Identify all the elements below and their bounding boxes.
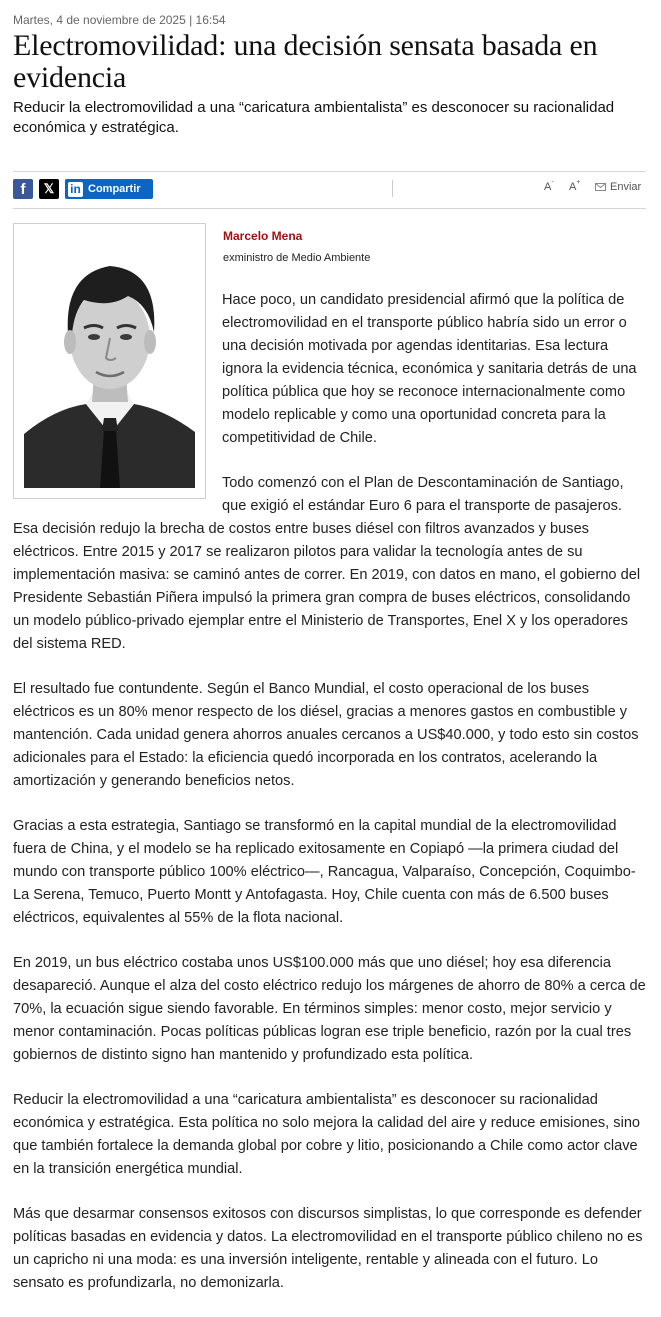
send-email-button[interactable] [595, 181, 641, 193]
author-role: exministro de Medio Ambiente [223, 252, 371, 264]
paragraph: En 2019, un bus eléctrico costaba unos US$100.000 más que uno diésel; hoy esa diferencia desapareció. Aunque el alza del costo eléctrico redujo los márgenes de ahorro de 80% a cerca de 70%, la ecuación sigue siendo favorable. En términos simples: menor costo, mejor servicio y menor contaminación. Pocas políticas públicas logran ese triple beneficio, razón por la cual tres gobiernos de distinto signo han mantenido y profundizado esta política. [13, 955, 646, 1063]
envelope-icon [595, 183, 606, 191]
paragraph: Reducir la electromovilidad a una “caricatura ambientalista” es desconocer su racionalidad económica y estratégica. Esta política no solo mejora la calidad del aire y reduce emisiones, sino que también fortalece la demanda global por cobre y litio, posicionando a Chile como actor clave en la transición energética mundial. [13, 1092, 641, 1177]
send-label: Enviar [610, 181, 642, 193]
paragraph: Todo comenzó con el Plan de Descontaminación de Santiago, que exigió el estándar Euro 6 para el transporte de pasajeros. Esa decisión redujo la brecha de costos entre buses diésel con filtros avanzados y buses eléctricos. Entre 2015 y 2017 se realizaron pilotos para validar la tecnología antes de su implementación masiva: se caminó antes de correr. En 2019, con datos en mano, el gobierno del Presidente Sebastián Piñera impulsó la primera gran compra de buses eléctricos, consolidando un modelo público-privado ejemplar entre el Ministerio de Transportes, Enel X y los operadores del sistema RED. [13, 475, 641, 652]
article-lead: Reducir la electromovilidad a una “caricatura ambientalista” es desconocer su racionalidad económica y estratégica. [13, 99, 615, 136]
share-bar [13, 171, 646, 209]
share-divider [392, 180, 393, 197]
font-increase-button[interactable]: A+ [569, 179, 581, 193]
x-share-button[interactable] [39, 179, 59, 199]
facebook-share-button[interactable] [13, 179, 33, 199]
x-icon: 𝕏 [43, 181, 55, 196]
paragraph: Gracias a esta estrategia, Santiago se transformó en la capital mundial de la electromovilidad fuera de China, y el modelo se ha replicado exitosamente en Copiapó —la primera ciudad del mundo con transporte público 100% eléctrico—, Rancagua, Valparaíso, Concepción, Coquimbo-La Serena, Temuco, Puerto Montt y Antofagasta. Hoy, Chile cuenta con más de 6.500 buses eléctricos, equivalentes al 55% de la flota nacional. [13, 818, 636, 926]
font-decrease-button[interactable]: A- [544, 179, 554, 193]
paragraph: Hace poco, un candidato presidencial afirmó que la política de electromovilidad en el transporte público habría sido un error o una decisión motivada por agendas identitarias. Esa lectura ignora la evidencia técnica, económica y sanitaria detrás de una política pública que hoy se reconoce internacionalmente como modelo replicable y como una oportunidad concreta para la competitividad de Chile. [222, 292, 637, 446]
article-title: Electromovilidad: una decisión sensata basada en evidencia [13, 29, 598, 94]
paragraph: El resultado fue contundente. Según el Banco Mundial, el costo operacional de los buses eléctricos es un 80% menor respecto de los diésel, gracias a menores gastos en combustible y mantención. Cada unidad genera ahorros anuales cercanos a US$40.000, y todo esto sin costos adicionales para el Estado: la eficiencia quedó incorporada en los contratos, acelerando la amortización y generando beneficios netos. [13, 681, 639, 789]
linkedin-icon: in [68, 182, 83, 197]
linkedin-share-label: Compartir [88, 183, 141, 195]
linkedin-share-button[interactable] [65, 179, 153, 199]
author-name: Marcelo Mena [223, 229, 303, 243]
publish-date: Martes, 4 de noviembre de 2025 | 16:54 [13, 13, 226, 27]
facebook-icon: f [20, 180, 26, 198]
paragraph: Más que desarmar consensos exitosos con discursos simplistas, lo que corresponde es defender políticas basadas en evidencia y datos. La electromovilidad en el transporte público chileno no es un capricho ni una moda: es una inversión inteligente, rentable y alineada con el futuro. Lo sensato es profundizarla, no demonizarla. [13, 1206, 643, 1291]
article-body [13, 289, 646, 1317]
